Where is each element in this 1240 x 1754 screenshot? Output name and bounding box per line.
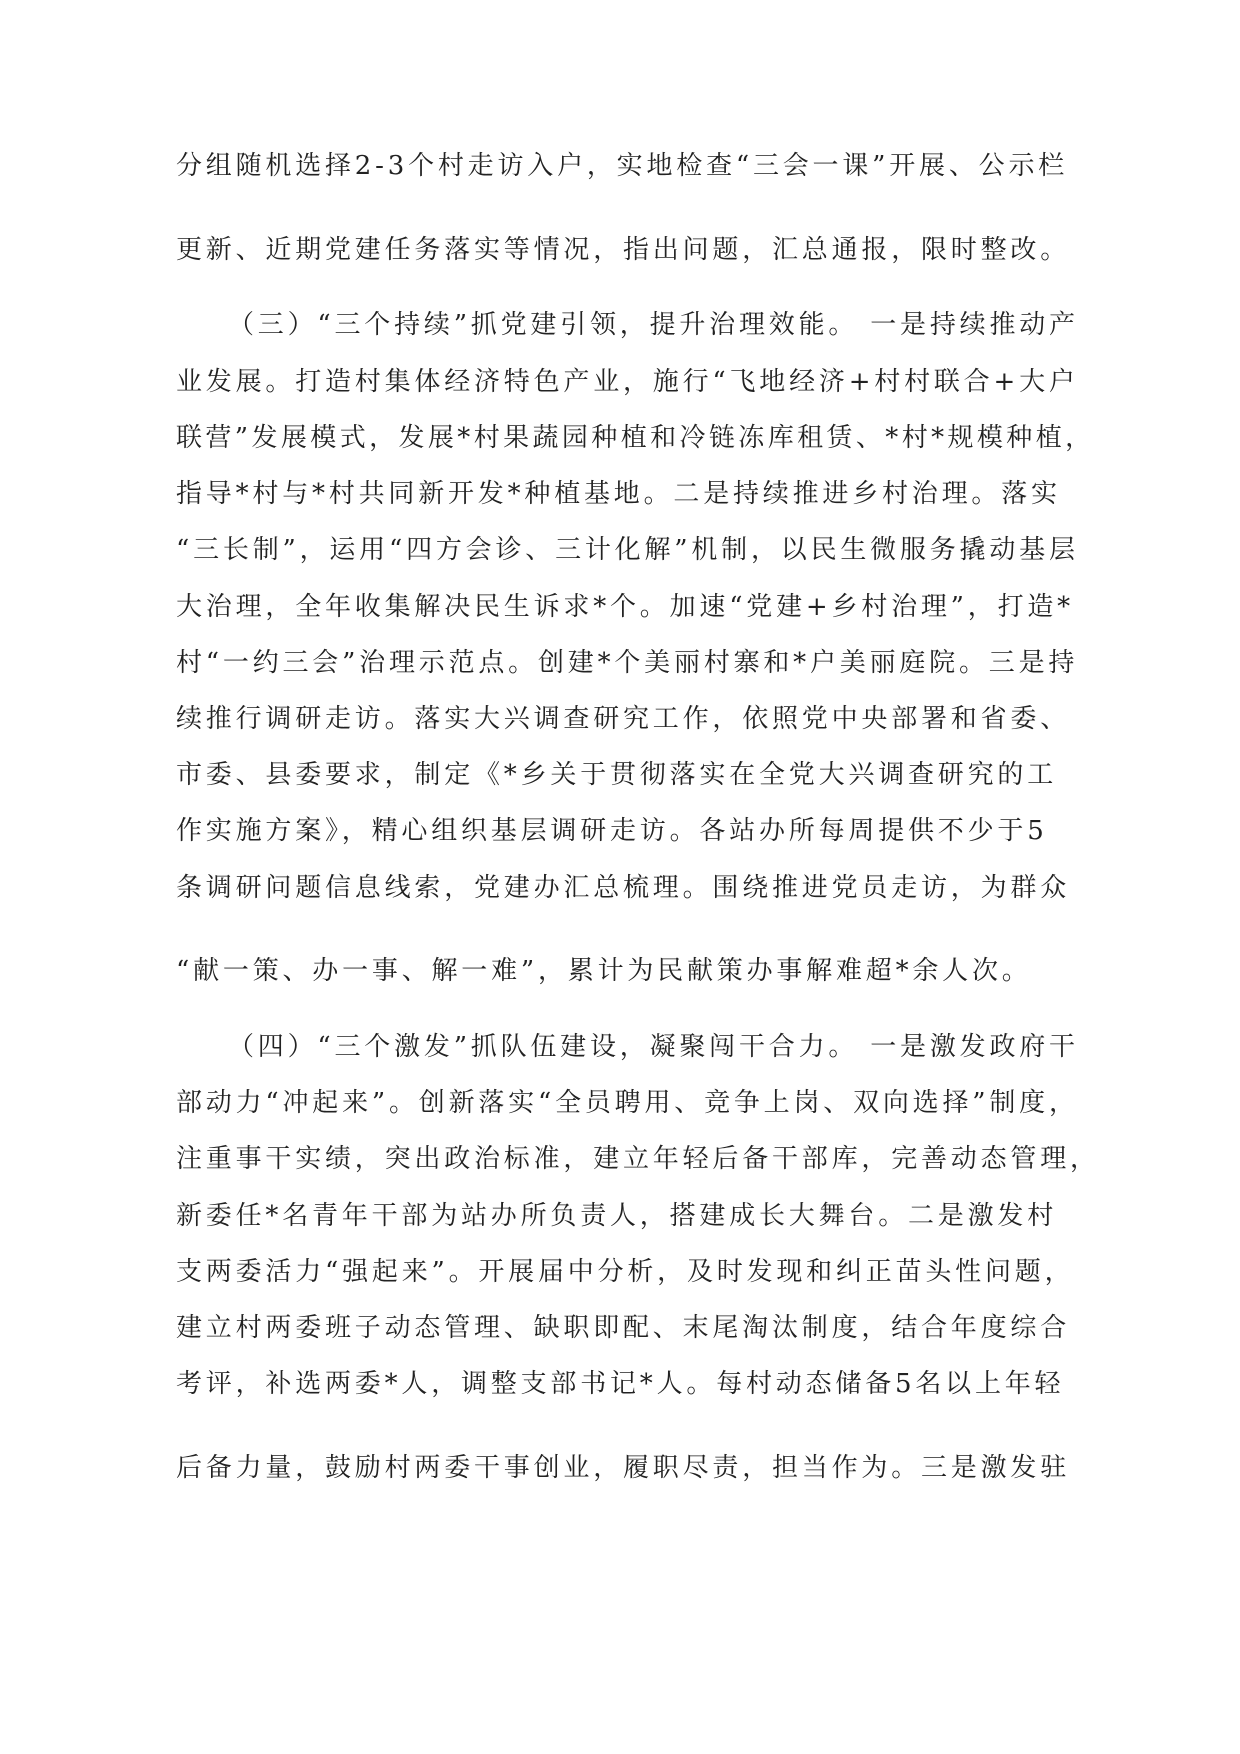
section-heading-line: （三）“三个持续”抓党建引领，提升治理效能。 一是持续推动产 (228, 310, 1079, 340)
text-line: “献一策、办一事、解一难”，累计为民献策办事解难超*余人次。 (176, 956, 1032, 986)
text-line: 大治理，全年收集解决民生诉求*个。加速“党建+乡村治理”，打造* (176, 592, 1074, 622)
text-line: 分组随机选择2-3个村走访入户，实地检查“三会一课”开展、公示栏 (176, 151, 1069, 181)
text-line: 村“一约三会”治理示范点。创建*个美丽村寨和*户美丽庭院。三是持 (176, 648, 1079, 678)
text-line: 更新、近期党建任务落实等情况，指出问题，汇总通报，限时整改。 (176, 235, 1071, 265)
text-line: 续推行调研走访。落实大兴调查研究工作，依照党中央部署和省委、 (176, 704, 1071, 734)
text-line: 作实施方案》，精心组织基层调研走访。各站办所每周提供不少于5 (176, 816, 1048, 846)
section-heading-line: （四）“三个激发”抓队伍建设，凝聚闯干合力。 一是激发政府干 (228, 1032, 1079, 1062)
text-line: 建立村两委班子动态管理、缺职即配、末尾淘汰制度，结合年度综合 (176, 1313, 1071, 1343)
text-line: 部动力“冲起来”。创新落实“全员聘用、竞争上岗、双向选择”制度， (176, 1088, 1079, 1118)
text-line: 市委、县委要求，制定《*乡关于贯彻落实在全党大兴调查研究的工 (176, 760, 1058, 790)
text-line: 支两委活力“强起来”。开展届中分析，及时发现和纠正苗头性问题， (176, 1257, 1075, 1287)
text-line: 条调研问题信息线索，党建办汇总梳理。围绕推进党员走访，为群众 (176, 873, 1071, 903)
text-line: 联营”发展模式，发展*村果蔬园种植和冷链冻库租赁、*村*规模种植， (176, 423, 1095, 453)
text-line: 业发展。打造村集体经济特色产业，施行“飞地经济+村村联合+大户 (176, 367, 1079, 397)
text-line: “三长制”，运用“四方会诊、三计化解”机制，以民生微服务撬动基层 (176, 535, 1079, 565)
text-line: 新委任*名青年干部为站办所负责人，搭建成长大舞台。二是激发村 (176, 1201, 1058, 1231)
text-line: 考评，补选两委*人，调整支部书记*人。每村动态储备5名以上年轻 (176, 1369, 1065, 1399)
text-line: 后备力量，鼓励村两委干事创业，履职尽责，担当作为。三是激发驻 (176, 1453, 1071, 1483)
text-line: 注重事干实绩，突出政治标准，建立年轻后备干部库，完善动态管理， (176, 1144, 1100, 1174)
text-line: 指导*村与*村共同新开发*种植基地。二是持续推进乡村治理。落实 (176, 479, 1061, 509)
